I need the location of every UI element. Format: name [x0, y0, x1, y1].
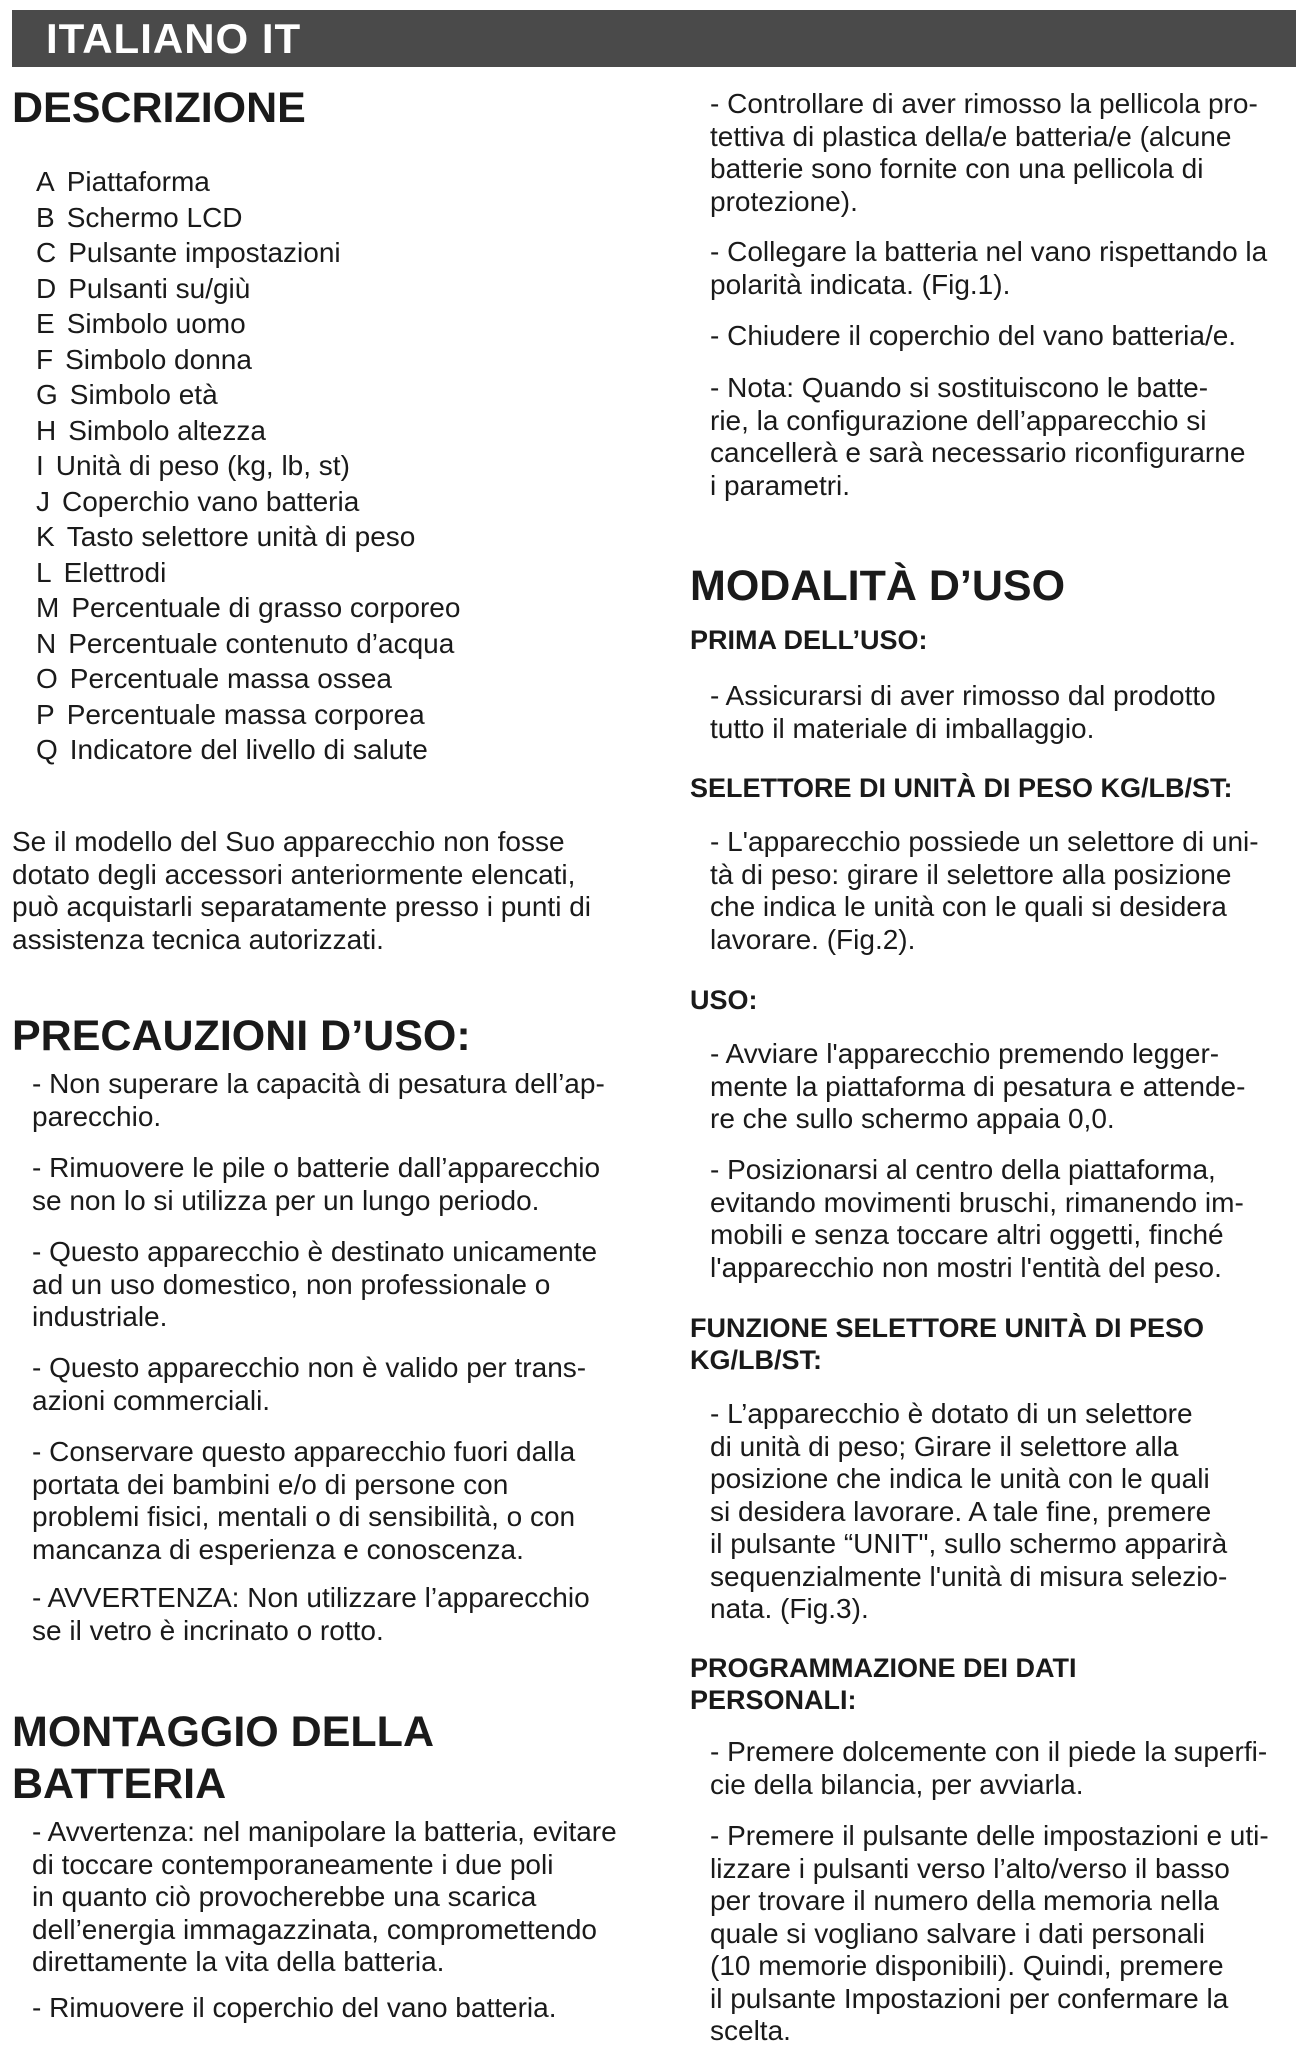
parts-list-item: Q Indicatore del livello di salute [36, 734, 428, 765]
parts-list-item: P Percentuale massa corporea [36, 698, 425, 730]
prima-title: PRIMA DELL’USO: [690, 625, 928, 655]
parts-list-item: B Schermo LCD [36, 201, 243, 233]
precaution-para: - AVVERTENZA: Non utilizzare l’apparecchio se il vetro è incrinato o rotto. [32, 1582, 590, 1646]
parts-list-item: A Piattaforma [36, 166, 210, 197]
parts-list-item: H Simbolo altezza [36, 414, 266, 446]
funzione-para: - L’apparecchio è dotato di un selettore di unità di peso; Girare il selettore alla posizione che indica le unità con le quali si desidera lavorare. A tale fine, premere il pulsante “UNIT", sullo schermo apparirà sequenzialmente l'unità di misura seleziо- nata. (Fig.3). [710, 1398, 1228, 1624]
accessories-note: Se il modello del Suo apparecchio non fosse dotato degli accessori anteriormente elencati, può acquistarli separatamente presso i punti di assistenza tecnica autorizzati. [12, 826, 592, 955]
prima-para: - Assicurarsi di aver rimosso dal prodotto tutto il materiale di imballaggio. [710, 680, 1216, 744]
uso-title: USO: [690, 985, 758, 1015]
battery-para: - Collegare la batteria nel vano rispettando la polarità indicata. (Fig.1). [710, 236, 1268, 300]
precaution-para: - Conservare questo apparecchio fuori dalla portata dei bambini e/o di persone con problemi fisici, mentali o di sensibilità, o con mancanza di esperienza e conoscenza. [32, 1436, 576, 1565]
parts-list-item: I Unità di peso (kg, lb, st) [36, 450, 350, 481]
programmazione-para: - Premere dolcemente con il piede la superfi- cie della bilancia, per avviarla. [710, 1736, 1268, 1800]
parts-list-item: G Simbolo età [36, 379, 218, 410]
uso-para: - Posizionarsi al centro della piattaforma, evitando movimenti bruschi, rimanendo im- mobili e senza toccare altri oggetti, finché l'apparecchio non mostri l'entità del peso. [710, 1154, 1244, 1283]
battery-para: - Controllare di aver rimosso la pellicola pro- tettiva di plastica della/e batteria/e (alcune batterie sono fornite con una pellicola di protezione). [710, 88, 1258, 217]
parts-list-item: E Simbolo uomo [36, 308, 246, 339]
battery-para: - Chiudere il coperchio del vano batteria/e. [710, 320, 1237, 351]
battery-para: - Nota: Quando si sostituiscono le batte- rie, la configurazione dell’apparecchio si cancellerà e sarà necessario riconfigurarne i parametri. [710, 372, 1246, 501]
parts-list-item: L Elettrodi [36, 556, 167, 588]
precaution-para: - Questo apparecchio è destinato unicamente ad un uso domestico, non professionale o industriale. [32, 1236, 598, 1332]
descrizione-title: DESCRIZIONE [12, 84, 306, 132]
parts-list-item: O Percentuale massa ossea [36, 663, 392, 694]
parts-list-item: J Coperchio vano batteria [36, 485, 360, 517]
precaution-para: - Rimuovere le pile o batterie dall’apparecchio se non lo si utilizza per un lungo periodo. [32, 1152, 601, 1216]
funzione-title: FUNZIONE SELETTORE UNITÀ DI PESO KG/LB/ST: [690, 1313, 1205, 1375]
programmazione-title: PROGRAMMAZIONE DEI DATI PERSONALI: [690, 1653, 1077, 1715]
programmazione-para: - Premere il pulsante delle impostazioni e uti- lizzare i pulsanti verso l’alto/verso il basso per trovare il numero della memoria nella quale si vogliano salvare i dati personali (10 memorie disponibili). Quindi, premere il pulsante Impostazioni per confermare la scelta. [710, 1820, 1269, 2046]
language-header: ITALIANO IT [12, 10, 1296, 67]
parts-list-item: N Percentuale contenuto d’acqua [36, 627, 455, 659]
selettore-title: SELETTORE DI UNITÀ DI PESO KG/LB/ST: [690, 773, 1233, 803]
parts-list-item: F Simbolo donna [36, 343, 252, 375]
precaution-para: - Questo apparecchio non è valido per trans- azioni commerciali. [32, 1352, 587, 1416]
modalita-title: MODALITÀ D’USO [690, 562, 1066, 610]
parts-list-item: C Pulsante impostazioni [36, 237, 341, 268]
parts-list-item: K Tasto selettore unità di peso [36, 521, 416, 552]
parts-list-item: D Pulsanti su/giù [36, 272, 251, 304]
parts-list-item: M Percentuale di grasso corporeo [36, 592, 461, 623]
montaggio-title-line1: MONTAGGIO DELLA [12, 1708, 435, 1756]
parts-list [36, 164, 460, 768]
uso-para: - Avviare l'apparecchio premendo legger- mente la piattaforma di pesatura e attende- re che sullo schermo appaia 0,0. [710, 1038, 1246, 1134]
precaution-para: - Non superare la capacità di pesatura dell’ap- parecchio. [32, 1068, 605, 1132]
selettore-para: - L'apparecchio possiede un selettore di uni- tà di peso: girare il selettore alla posizione che indica le unità con le quali si desidera lavorare. (Fig.2). [710, 826, 1259, 955]
precauzioni-title: PRECAUZIONI D’USO: [12, 1012, 471, 1060]
battery-para: - Avvertenza: nel manipolare la batteria, evitare di toccare contemporaneamente i due poli in quanto ciò provocherebbe una scarica dell’energia immagazzinata, compromettendo direttamente la vita della batteria. [32, 1816, 617, 1977]
battery-para: - Rimuovere il coperchio del vano batteria. [32, 1992, 557, 2023]
montaggio-title-line2: BATTERIA [12, 1760, 227, 1808]
